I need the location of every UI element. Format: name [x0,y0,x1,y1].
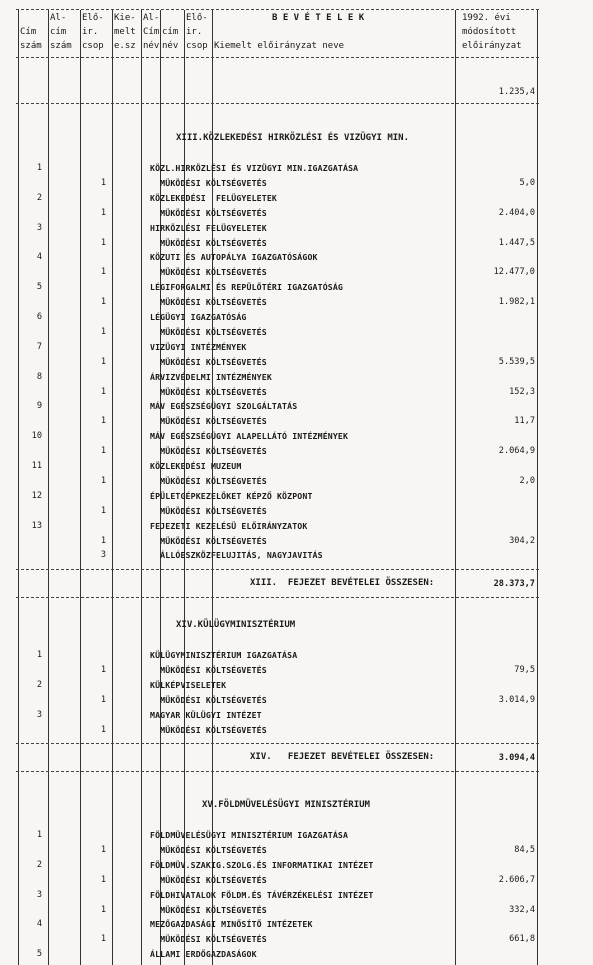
table-row [0,370,593,385]
row-label: MÜKÖDÉSI KÖLTSÉGVETÉS [150,237,267,248]
table-row [0,534,593,549]
eloir-number: 1 [100,326,106,337]
section-divider [16,771,539,772]
eloir-number: 1 [100,446,106,457]
cim-number: 9 [36,401,42,412]
header-col-elo1-line: ir. [82,27,99,37]
section-divider [16,103,539,104]
eloir-number: 1 [100,694,106,705]
table-row [0,280,593,295]
header-col-kiemelt-line: e.sz [114,41,136,51]
row-label: MÜKÖDÉSI KÖLTSÉGVETÉS [150,207,267,218]
total-divider [16,743,539,744]
row-amount: 1.982,1 [498,297,535,308]
table-row [0,295,593,310]
cim-number: 2 [36,859,42,870]
cim-number: 13 [31,520,42,531]
header-col-cim-line: szám [20,41,42,51]
table-row [0,708,593,723]
table-row [0,843,593,858]
row-label: MÜKÖDÉSI KÖLTSÉGVETÉS [150,874,267,885]
eloir-number: 1 [100,386,106,397]
table-row [0,917,593,932]
row-amount: 2.606,7 [498,874,535,885]
row-label: ÁLLÓESZKÖZFELUJITÁS, NAGYJAVITÁS [150,550,323,561]
row-amount: 2.404,0 [498,207,535,218]
row-label: LÉGIFORGALMI ÉS REPÜLŐTÉRI IGAZGATÓSÁG [150,282,344,293]
row-label: MÜKÖDÉSI KÖLTSÉGVETÉS [150,694,267,705]
table-row [0,265,593,280]
cim-number: 1 [36,650,42,660]
header-col-kiemelt-line: melt [114,27,136,37]
table-row [0,693,593,708]
cim-number: 5 [36,282,42,293]
header-col-alcim-line: szám [50,41,72,51]
row-label: KÜLKÉPVISELETEK [150,679,227,690]
cim-number: 3 [36,889,42,900]
table-row [0,519,593,534]
table-row [0,932,593,947]
table-row [0,444,593,459]
table-row [0,429,593,444]
row-label: KÜLÜGYMINISZTÉRIUM IGAZGATÁSA [150,650,298,660]
row-label: KÖZUTI ÉS AUTOPÁLYA IGAZGATÓSÁGOK [150,252,318,263]
eloir-number: 1 [100,904,106,915]
row-amount: 304,2 [509,535,535,546]
table-row [0,858,593,873]
cim-number: 1 [36,163,42,173]
table-row [0,161,593,176]
cim-number: 10 [31,431,42,442]
cim-number: 5 [36,949,42,960]
cim-number: 4 [36,919,42,930]
row-amount: 79,5 [514,664,535,675]
table-row [0,399,593,414]
row-label: KÖZLEKEDÉSI FELÜGYELETEK [150,192,277,203]
row-label: MÜKÖDÉSI KÖLTSÉGVETÉS [150,904,267,915]
table-row [0,191,593,206]
row-label: MÜKÖDÉSI KÖLTSÉGVETÉS [150,446,267,457]
row-label: MÜKÖDÉSI KÖLTSÉGVETÉS [150,177,267,188]
eloir-number: 1 [100,724,106,735]
row-label: MÜKÖDÉSI KÖLTSÉGVETÉS [150,535,267,546]
header-amount-line: 1992. évi [462,13,511,23]
cim-number: 1 [36,830,42,840]
cim-number: 2 [36,192,42,203]
row-label: ÉPÜLETGÉPKEZELŐKET KÉPZŐ KÖZPONT [150,490,313,501]
row-label: MÁV EGÉSZSÉGÜGYI ALAPELLÁTÓ INTÉZMÉNYEK [150,431,349,442]
row-amount: 1.447,5 [498,237,535,248]
row-label: MÜKÖDÉSI KÖLTSÉGVETÉS [150,297,267,308]
header-col-alcimnev-line: Cím [143,27,160,37]
row-label: MÜKÖDÉSI KÖLTSÉGVETÉS [150,505,267,516]
row-amount: 84,5 [514,844,535,855]
row-amount: 2,0 [519,475,535,486]
row-amount: 661,8 [509,934,535,945]
header-col-cimnev-line: cím [162,27,179,37]
row-amount: 5.539,5 [498,356,535,367]
table-row [0,325,593,340]
row-label: MÁV EGÉSZSÉGÜGYI SZOLGÁLTATÁS [150,401,298,412]
header-col-alcimnev-line: név [143,41,160,51]
cim-number: 2 [36,679,42,690]
row-label: MÜKÖDÉSI KÖLTSÉGVETÉS [150,934,267,945]
row-label: ÁRVIZVÉDELMI INTÉZMÉNYEK [150,371,272,382]
section-title: XIV.KÜLÜGYMINISZTÉRIUM [176,620,296,630]
table-row [0,504,593,519]
row-label: MÜKÖDÉSI KÖLTSÉGVETÉS [150,326,267,337]
opening-amount: 1.235,4 [498,87,535,97]
header-col-alcimnev-line: Al- [143,13,160,23]
row-label: MÜKÖDÉSI KÖLTSÉGVETÉS [150,475,267,486]
cim-number: 6 [36,312,42,322]
header-col-elo2-line: Elő- [186,13,208,23]
eloir-number: 1 [100,297,106,308]
table-row [0,414,593,429]
eloir-number: 1 [100,535,106,546]
header-col-kiemelt-line: Kie- [114,13,136,23]
table-row [0,459,593,474]
row-label: KÖZLEKEDÉSI MUZEUM [150,461,242,471]
table-row [0,873,593,888]
header-col-alcim-line: cím [50,27,67,37]
header-title: B E V É T E L E K [272,13,365,23]
cim-number: 12 [31,490,42,501]
eloir-number: 1 [100,177,106,188]
row-amount: 11,7 [514,416,535,427]
table-row [0,678,593,693]
header-col-cim-line: Cím [20,27,37,37]
row-label: HIRKÖZLÉSI FELÜGYELETEK [150,222,267,233]
eloir-number: 1 [100,416,106,427]
table-row [0,385,593,400]
row-label: MÜKÖDÉSI KÖLTSÉGVETÉS [150,844,267,855]
table-row [0,663,593,678]
header-col-cimnev-line: név [162,41,179,51]
eloir-number: 3 [100,550,106,561]
eloir-number: 1 [100,934,106,945]
section-total-label: XIII. FEJEZET BEVÉTELEI ÖSSZESEN: [250,578,435,589]
header-amount-line: előirányzat [462,41,522,51]
cim-number: 7 [36,341,42,352]
table-row [0,355,593,370]
row-label: KÖZL.HIRKÖZLÉSI ÉS VIZÜGYI MIN.IGAZGATÁSA [150,163,359,173]
table-row [0,888,593,903]
table-row [0,310,593,325]
section-divider [16,597,539,598]
table-row [0,206,593,221]
table-row [0,176,593,191]
eloir-number: 1 [100,664,106,675]
section-total-label: XIV. FEJEZET BEVÉTELEI ÖSSZESEN: [250,752,435,763]
eloir-number: 1 [100,844,106,855]
table-row [0,947,593,962]
eloir-number: 1 [100,874,106,885]
header-divider [16,57,539,58]
row-label: FÖLDHIVATALOK FÖLDM.ÉS TÁVÉRZÉKELÉSI INTÉZET [150,889,374,900]
row-label: MAGYAR KÜLÜGYI INTÉZET [150,709,262,720]
row-amount: 12.477,0 [493,267,535,278]
row-amount: 332,4 [509,904,535,915]
row-amount: 152,3 [509,386,535,397]
row-label: MÜKÖDÉSI KÖLTSÉGVETÉS [150,267,267,278]
eloir-number: 1 [100,267,106,278]
section-total-amount: 28.373,7 [493,579,535,590]
section-total-amount: 3.094,4 [498,753,535,764]
table-row [0,340,593,355]
table-row [0,648,593,663]
header-col-elo2-line: ir. [186,27,203,37]
row-label: MÜKÖDÉSI KÖLTSÉGVETÉS [150,356,267,367]
eloir-number: 1 [100,207,106,218]
header-col-elo2-line: csop [186,41,208,51]
total-divider [16,569,539,570]
cim-number: 11 [31,461,42,471]
row-label: FÖLDMÜV.SZAKIG.SZOLG.ÉS INFORMATIKAI INTÉZET [150,859,374,870]
cim-number: 4 [36,252,42,263]
row-label: VIZÜGYI INTÉZMÉNYEK [150,341,247,352]
row-label: MÜKÖDÉSI KÖLTSÉGVETÉS [150,664,267,675]
table-row [0,221,593,236]
section-title: XV.FÖLDMÜVELÉSÜGYI MINISZTÉRIUM [202,800,370,810]
cim-number: 3 [36,709,42,720]
eloir-number: 1 [100,237,106,248]
table-row [0,723,593,738]
table-row [0,236,593,251]
row-label: MÜKÖDÉSI KÖLTSÉGVETÉS [150,416,267,427]
table-row [0,903,593,918]
header-col-elo1-line: Elő- [82,13,104,23]
table-row [0,474,593,489]
row-label: LÉGÜGYI IGAZGATÓSÁG [150,312,247,322]
header-amount-line: módosított [462,27,517,37]
row-label: ÁLLAMI ERDŐGAZDASÁGOK [150,949,257,960]
eloir-number: 1 [100,505,106,516]
row-label: MÜKÖDÉSI KÖLTSÉGVETÉS [150,386,267,397]
cim-number: 8 [36,371,42,382]
table-row [0,250,593,265]
row-amount: 2.064,9 [498,446,535,457]
row-label: MEZŐGAZDASÁGI MINŐSÍTŐ INTÉZETEK [150,919,313,930]
row-label: FÖLDMÜVELÉSÜGYI MINISZTÉRIUM IGAZGATÁSA [150,830,349,840]
header-col-elo1-line: csop [82,41,104,51]
row-label: FEJEZETI KEZELÉSÜ ELŐIRÁNYZATOK [150,520,308,531]
eloir-number: 1 [100,356,106,367]
row-label: MÜKÖDÉSI KÖLTSÉGVETÉS [150,724,267,735]
section-title: XIII.KÖZLEKEDÉSI HIRKÖZLÉSI ÉS VIZÜGYI MIN. [176,133,409,143]
top-border [16,9,539,10]
header-col-alcim-line: Al- [50,13,67,23]
eloir-number: 1 [100,475,106,486]
table-row [0,548,593,563]
cim-number: 3 [36,222,42,233]
table-row [0,489,593,504]
row-amount: 3.014,9 [498,694,535,705]
table-row [0,828,593,843]
header-subtitle: Kiemelt előirányzat neve [214,41,345,51]
row-amount: 5,0 [519,177,535,188]
